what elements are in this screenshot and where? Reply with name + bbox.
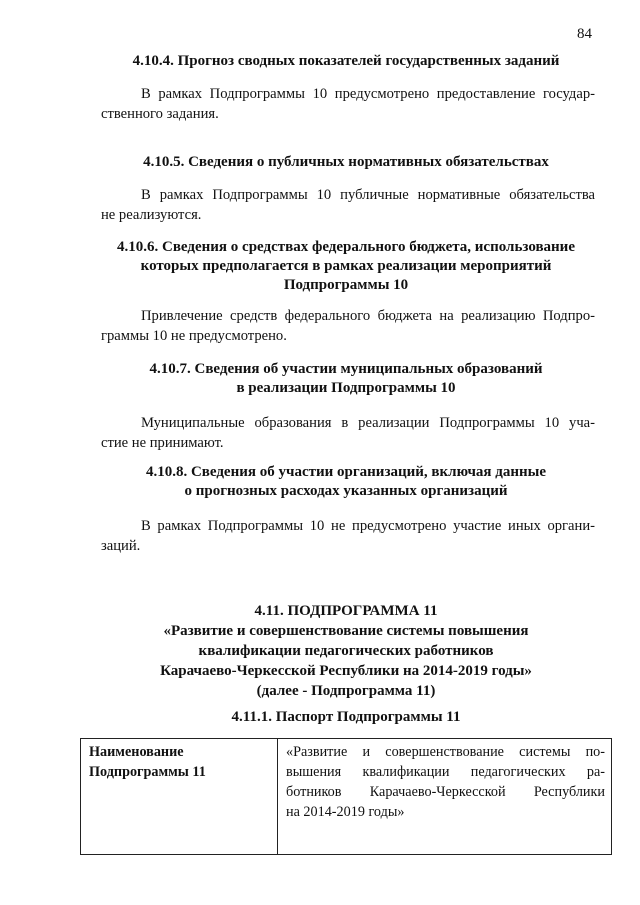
- heading-line: в реализации Подпрограммы 10: [236, 380, 456, 396]
- section-paragraph-4-10-8: [101, 516, 595, 556]
- paragraph-line: ственного задания.: [101, 106, 219, 122]
- table-row: [81, 739, 612, 855]
- paragraph-line: В рамках Подпрограммы 10 не предусмотрено участие иных органи-: [141, 518, 595, 534]
- section-heading-4-10-4: 4.10.4. Прогноз сводных показателей государственных заданий: [132, 53, 560, 69]
- section-heading-4-10-7: [80, 360, 612, 398]
- section-paragraph-4-10-4: [101, 84, 595, 124]
- section-paragraph-4-10-5: [101, 185, 595, 225]
- paragraph-line: стие не принимают.: [101, 435, 224, 451]
- chapter-title: 4.11. ПОДПРОГРАММА 11: [254, 603, 438, 619]
- passport-table: [80, 738, 612, 855]
- passport-heading: 4.11.1. Паспорт Подпрограммы 11: [231, 709, 461, 725]
- page-number: 84: [577, 26, 592, 42]
- section-heading-4-10-8: [80, 463, 612, 501]
- heading-line: 4.10.7. Сведения об участии муниципальных образований: [149, 361, 543, 377]
- value-line: «Развитие и совершенствование системы по-: [286, 744, 605, 760]
- label-line: Подпрограммы 11: [89, 764, 206, 780]
- label-line: Наименование: [89, 744, 184, 760]
- section-heading-4-10-6: [80, 238, 612, 295]
- value-line: вышения квалификации педагогических ра-: [286, 764, 605, 780]
- paragraph-line: В рамках Подпрограммы 10 публичные нормативные обязательства: [141, 187, 595, 203]
- value-line: на 2014-2019 годы»: [286, 804, 405, 820]
- chapter-subtitle-line: (далее - Подпрограмма 11): [256, 683, 436, 699]
- heading-line: 4.10.8. Сведения об участии организаций, включая данные: [145, 464, 547, 480]
- chapter-subtitle-line: квалификации педагогических работников: [198, 643, 494, 659]
- paragraph-line: В рамках Подпрограммы 10 предусмотрено предоставление государ-: [141, 86, 595, 102]
- passport-value-cell: [278, 739, 612, 855]
- value-line: ботников Карачаево-Черкесской Республики: [286, 784, 605, 800]
- section-paragraph-4-10-7: [101, 413, 595, 453]
- heading-line: 4.10.6. Сведения о средствах федерального бюджета, использование: [117, 239, 575, 255]
- chapter-subtitle-line: «Развитие и совершенствование системы повышения: [163, 623, 529, 639]
- paragraph-line: заций.: [101, 538, 141, 554]
- paragraph-line: не реализуются.: [101, 207, 202, 223]
- heading-line: которых предполагается в рамках реализации мероприятий: [140, 258, 552, 274]
- section-paragraph-4-10-6: [101, 306, 595, 346]
- section-heading-4-10-5: 4.10.5. Сведения о публичных нормативных обязательствах: [143, 154, 549, 170]
- paragraph-line: граммы 10 не предусмотрено.: [101, 328, 287, 344]
- paragraph-line: Муниципальные образования в реализации Подпрограммы 10 уча-: [141, 415, 595, 431]
- passport-label-cell: [81, 739, 278, 855]
- chapter-subtitle-line: Карачаево-Черкесской Республики на 2014-2019 годы»: [160, 663, 532, 679]
- paragraph-line: Привлечение средств федерального бюджета на реализацию Подпро-: [141, 308, 595, 324]
- chapter-title-block: [80, 601, 612, 701]
- heading-line: о прогнозных расходах указанных организаций: [184, 483, 508, 499]
- heading-line: Подпрограммы 10: [283, 277, 409, 293]
